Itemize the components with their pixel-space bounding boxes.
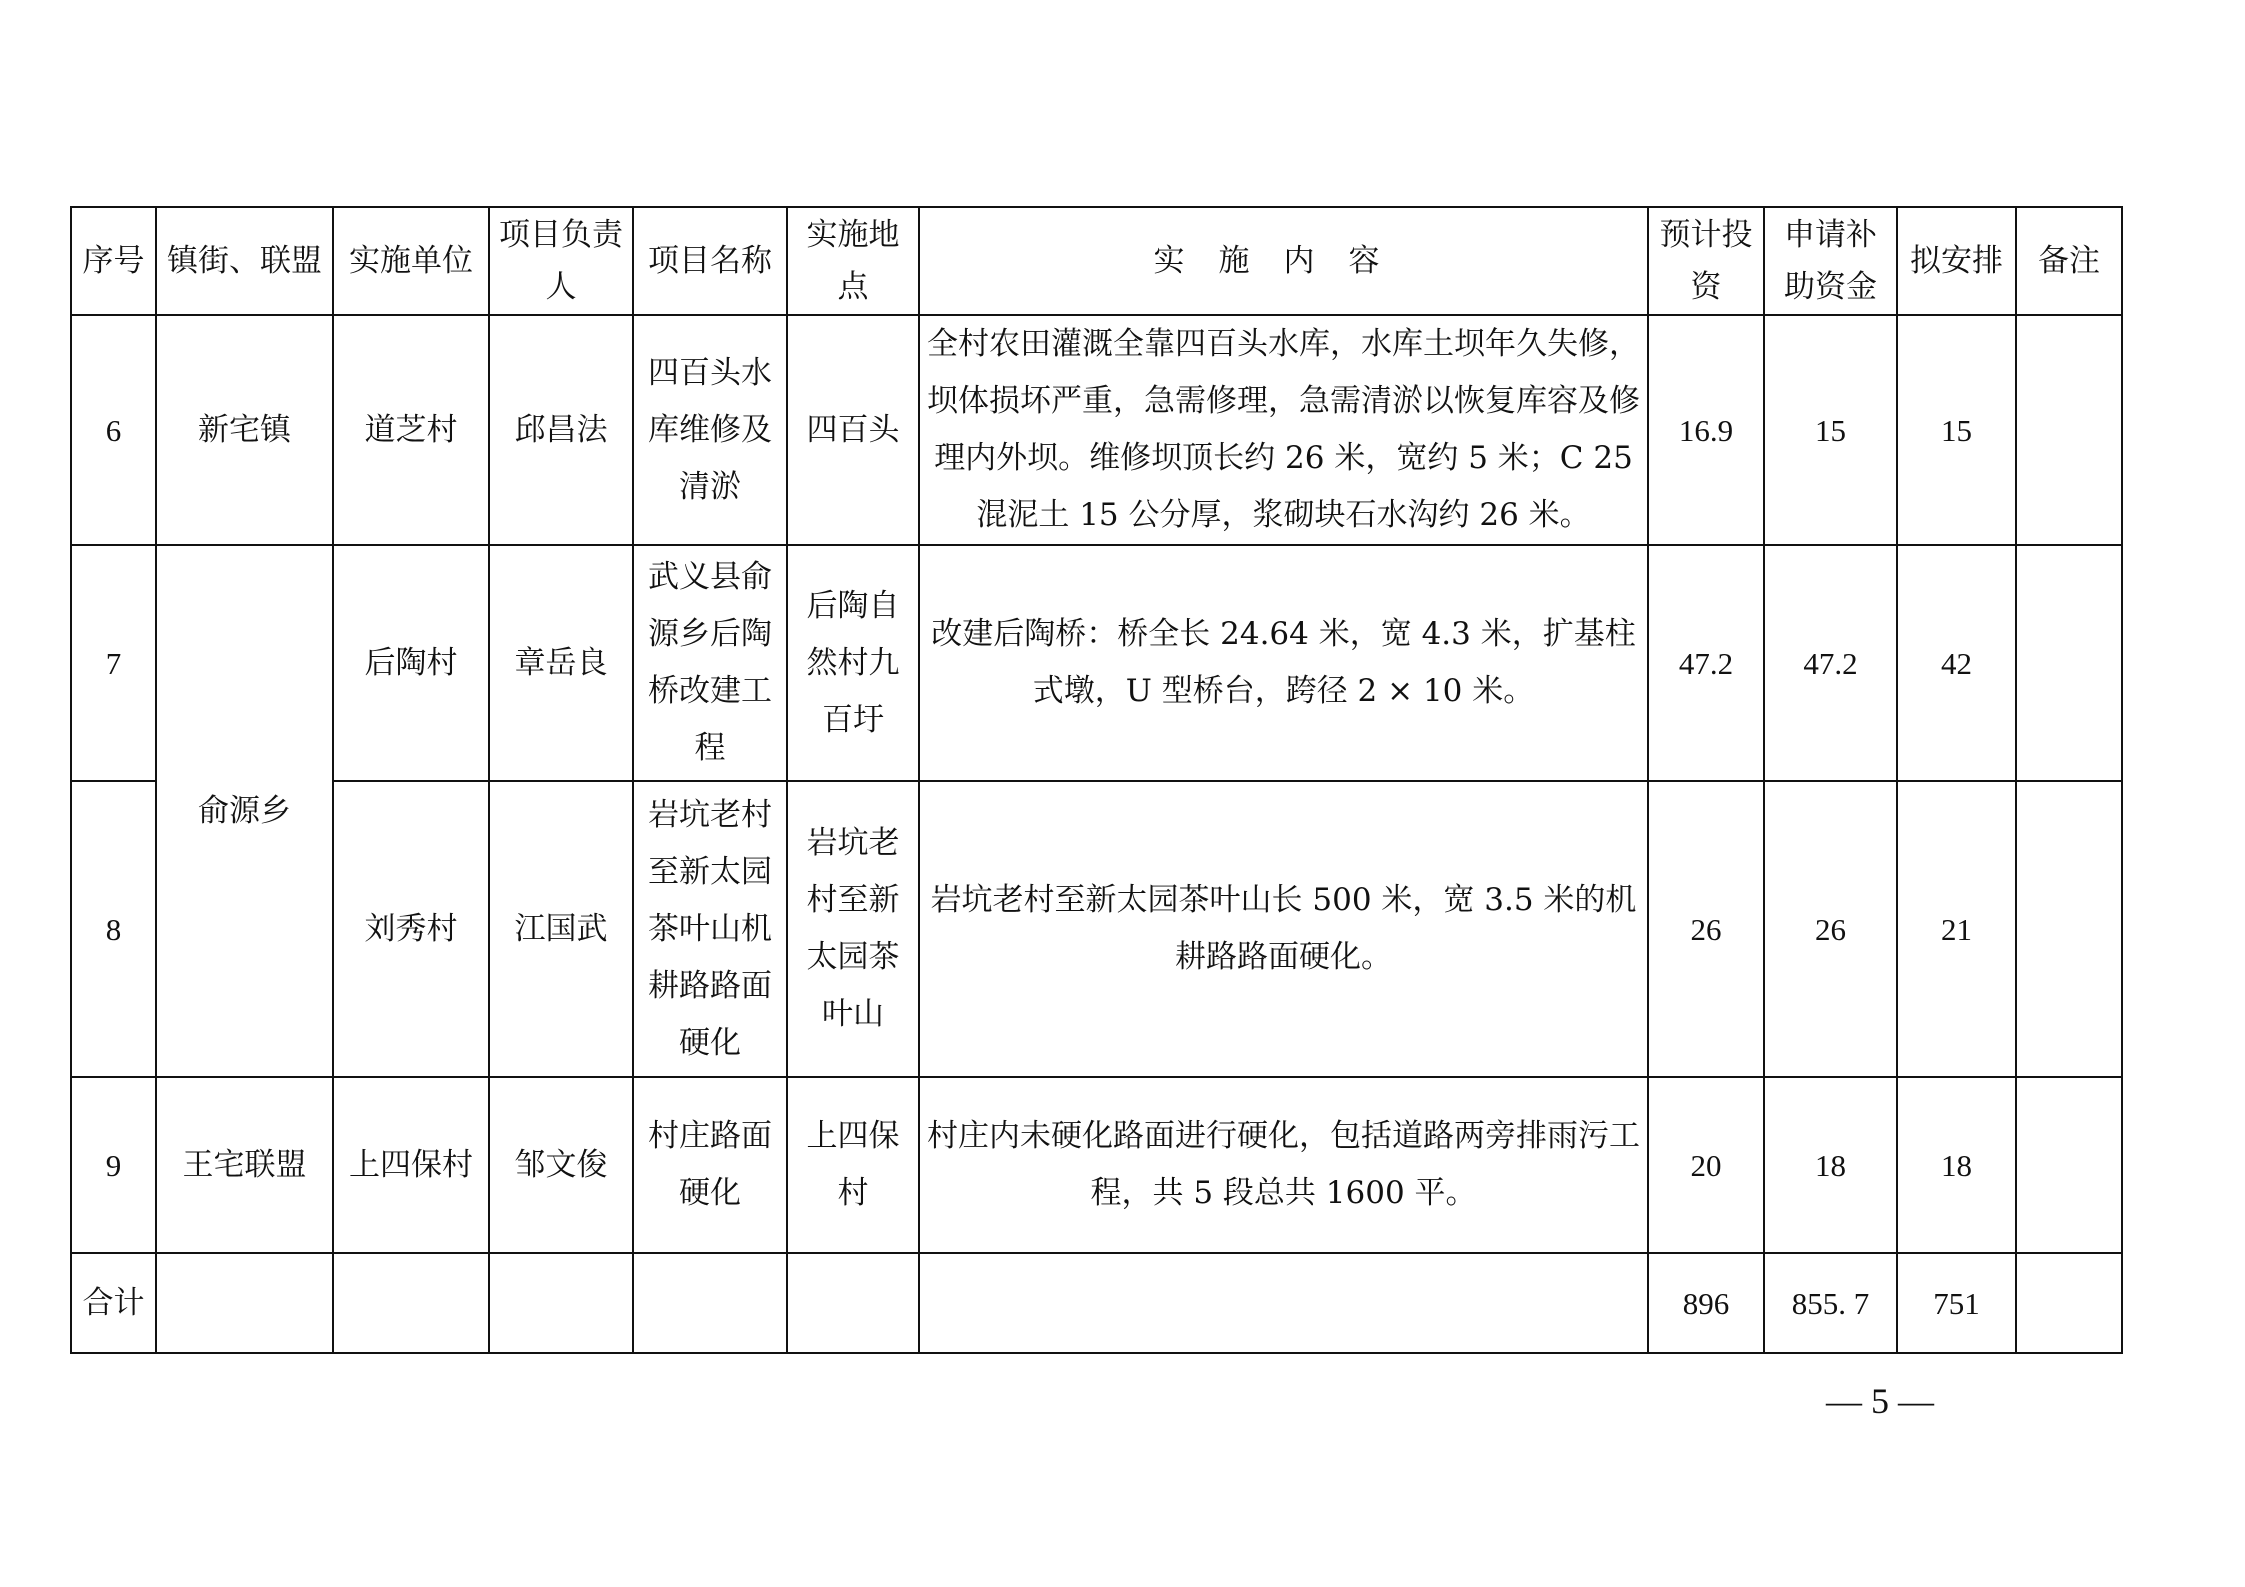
header-leader: 项目负责人 (489, 207, 633, 315)
row-invest: 16.9 (1648, 315, 1764, 545)
row-invest: 26 (1648, 781, 1764, 1077)
total-invest: 896 (1648, 1253, 1764, 1353)
header-content: 实施内容 (919, 207, 1648, 315)
row-apply: 47.2 (1764, 545, 1897, 781)
row-content: 岩坑老村至新太园茶叶山长 500 米，宽 3.5 米的机耕路路面硬化。 (919, 781, 1648, 1077)
row-content: 改建后陶桥：桥全长 24.64 米，宽 4.3 米，扩基柱式墩，U 型桥台，跨径 2 × 10 米。 (919, 545, 1648, 781)
row-leader: 邹文俊 (489, 1077, 633, 1253)
total-plan: 751 (1897, 1253, 2016, 1353)
row-remark (2016, 1077, 2122, 1253)
row-site: 上四保村 (787, 1077, 919, 1253)
row-leader: 江国武 (489, 781, 633, 1077)
header-plan: 拟安排 (1897, 207, 2016, 315)
row-remark (2016, 315, 2122, 545)
table-row (71, 781, 2122, 1077)
row-town: 王宅联盟 (156, 1077, 333, 1253)
row-unit: 道芝村 (333, 315, 489, 545)
row-site: 岩坑老村至新太园茶叶山 (787, 781, 919, 1077)
row-plan: 15 (1897, 315, 2016, 545)
row-content: 村庄内未硬化路面进行硬化，包括道路两旁排雨污工程，共 5 段总共 1600 平。 (919, 1077, 1648, 1253)
header-seq: 序号 (71, 207, 156, 315)
total-empty-cell (633, 1253, 787, 1353)
row-remark (2016, 781, 2122, 1077)
total-empty-cell (787, 1253, 919, 1353)
header-apply: 申请补助资金 (1764, 207, 1897, 315)
row-leader: 邱昌法 (489, 315, 633, 545)
row-project: 四百头水库维修及清淤 (633, 315, 787, 545)
row-apply: 26 (1764, 781, 1897, 1077)
header-town: 镇街、联盟 (156, 207, 333, 315)
row-seq: 8 (71, 781, 156, 1077)
row-plan: 42 (1897, 545, 2016, 781)
total-label: 合计 (71, 1253, 156, 1353)
page-number: — 5 — (1826, 1381, 1934, 1421)
total-empty-cell (333, 1253, 489, 1353)
row-leader: 章岳良 (489, 545, 633, 781)
row-invest: 47.2 (1648, 545, 1764, 781)
row-project: 岩坑老村至新太园茶叶山机耕路路面硬化 (633, 781, 787, 1077)
row-unit: 上四保村 (333, 1077, 489, 1253)
row-project: 武义县俞源乡后陶桥改建工程 (633, 545, 787, 781)
header-invest: 预计投资 (1648, 207, 1764, 315)
row-seq: 9 (71, 1077, 156, 1253)
header-row (71, 207, 2122, 315)
row-site: 后陶自然村九百圩 (787, 545, 919, 781)
header-site: 实施地点 (787, 207, 919, 315)
row-apply: 15 (1764, 315, 1897, 545)
table-row (71, 545, 2122, 781)
row-site: 四百头 (787, 315, 919, 545)
row-seq: 6 (71, 315, 156, 545)
total-row (71, 1253, 2122, 1353)
row-project: 村庄路面硬化 (633, 1077, 787, 1253)
row-plan: 21 (1897, 781, 2016, 1077)
total-empty-cell (156, 1253, 333, 1353)
row-seq: 7 (71, 545, 156, 781)
project-table (70, 206, 2123, 1354)
table-row (71, 1077, 2122, 1253)
row-town: 新宅镇 (156, 315, 333, 545)
table-row (71, 315, 2122, 545)
row-unit: 后陶村 (333, 545, 489, 781)
total-empty-cell (919, 1253, 1648, 1353)
row-remark (2016, 545, 2122, 781)
header-project: 项目名称 (633, 207, 787, 315)
row-unit: 刘秀村 (333, 781, 489, 1077)
total-empty-cell (489, 1253, 633, 1353)
header-remark: 备注 (2016, 207, 2122, 315)
total-remark (2016, 1253, 2122, 1353)
header-unit: 实施单位 (333, 207, 489, 315)
total-apply: 855. 7 (1764, 1253, 1897, 1353)
row-plan: 18 (1897, 1077, 2016, 1253)
row-town: 俞源乡 (156, 545, 333, 1077)
row-apply: 18 (1764, 1077, 1897, 1253)
row-content: 全村农田灌溉全靠四百头水库，水库土坝年久失修，坝体损坏严重，急需修理，急需清淤以恢复库容及修理内外坝。维修坝顶长约 26 米，宽约 5 米；C 25 混泥土 15 公分厚，浆砌块石水沟约 26 米。 (919, 315, 1648, 545)
row-invest: 20 (1648, 1077, 1764, 1253)
